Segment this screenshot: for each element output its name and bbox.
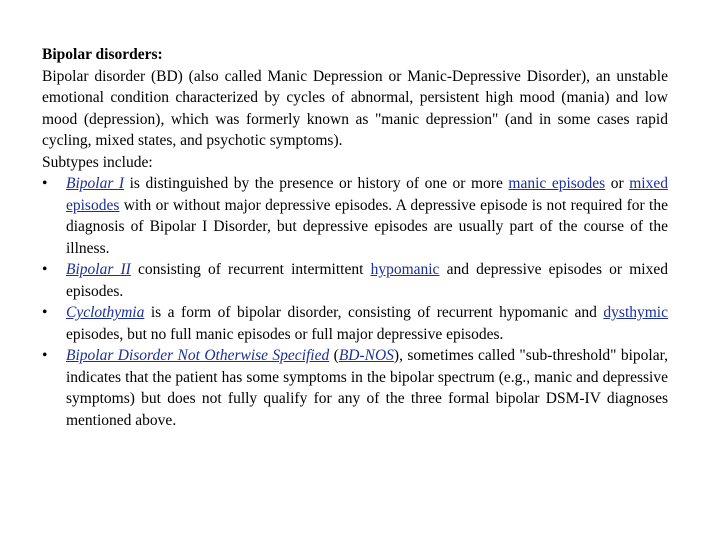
subtypes-label: Subtypes include: (42, 153, 153, 171)
link-hypomanic[interactable]: hypomanic (370, 261, 440, 278)
list-item-bd-nos (42, 345, 668, 431)
item-text: with or without major depressive episodes. A depressive episode is not required for the diagnosis of Bipolar I Disorder, but depressive episodes are usually part of the course of the illness. (66, 196, 668, 257)
subtypes-list (42, 173, 668, 431)
item-text: is a form of bipolar disorder, consisting of recurrent hypomanic and (144, 304, 604, 321)
bullet-icon: • (42, 261, 48, 278)
bullet-icon: • (42, 347, 48, 364)
list-item-bipolar-i (42, 173, 668, 259)
item-text: consisting of recurrent intermittent (130, 261, 371, 278)
intro-paragraph: Bipolar disorder (BD) (also called Manic Depression or Manic-Depressive Disorder), an unstable emotional condition characterized by cycles of abnormal, persistent high mood (mania) and low mood (depression), which was formerly known as "manic depression" (and in some cases rapid cycling, mixed states, and psychotic symptoms). (42, 67, 668, 149)
list-item-bipolar-ii (42, 259, 668, 302)
link-bd-nos[interactable]: Bipolar Disorder Not Otherwise Specified (66, 347, 330, 364)
bullet-icon: • (42, 304, 48, 321)
item-text: ), sometimes called "sub-threshold" bipolar, indicates that the patient has some symptoms in the bipolar spectrum (e.g., manic and depressive symptoms) but does not fully qualify for any of the three formal bipolar DSM-IV diagnoses mentioned above. (66, 347, 669, 429)
item-text: ( (329, 347, 339, 364)
link-bipolar-ii[interactable]: Bipolar II (66, 261, 131, 278)
link-cyclothymia[interactable]: Cyclothymia (66, 304, 145, 321)
item-text: episodes, but no full manic episodes or full major depressive episodes. (66, 325, 504, 343)
link-mixed-episodes[interactable]: mixed episodes (66, 175, 668, 214)
link-manic-episodes[interactable]: manic episodes (508, 175, 606, 192)
bullet-icon: • (42, 175, 48, 192)
link-bd-nos-abbr[interactable]: BD-NOS (338, 347, 394, 364)
item-text: is distinguished by the presence or history of one or more (124, 175, 509, 192)
list-item-cyclothymia (42, 302, 668, 345)
item-text: or (605, 175, 630, 192)
item-text: and depressive episodes or mixed episodes. (66, 261, 668, 300)
link-bipolar-i[interactable]: Bipolar I (66, 175, 125, 192)
link-dysthymic[interactable]: dysthymic (603, 304, 668, 321)
page-title: Bipolar disorders: (42, 46, 163, 63)
document-body (42, 44, 668, 431)
